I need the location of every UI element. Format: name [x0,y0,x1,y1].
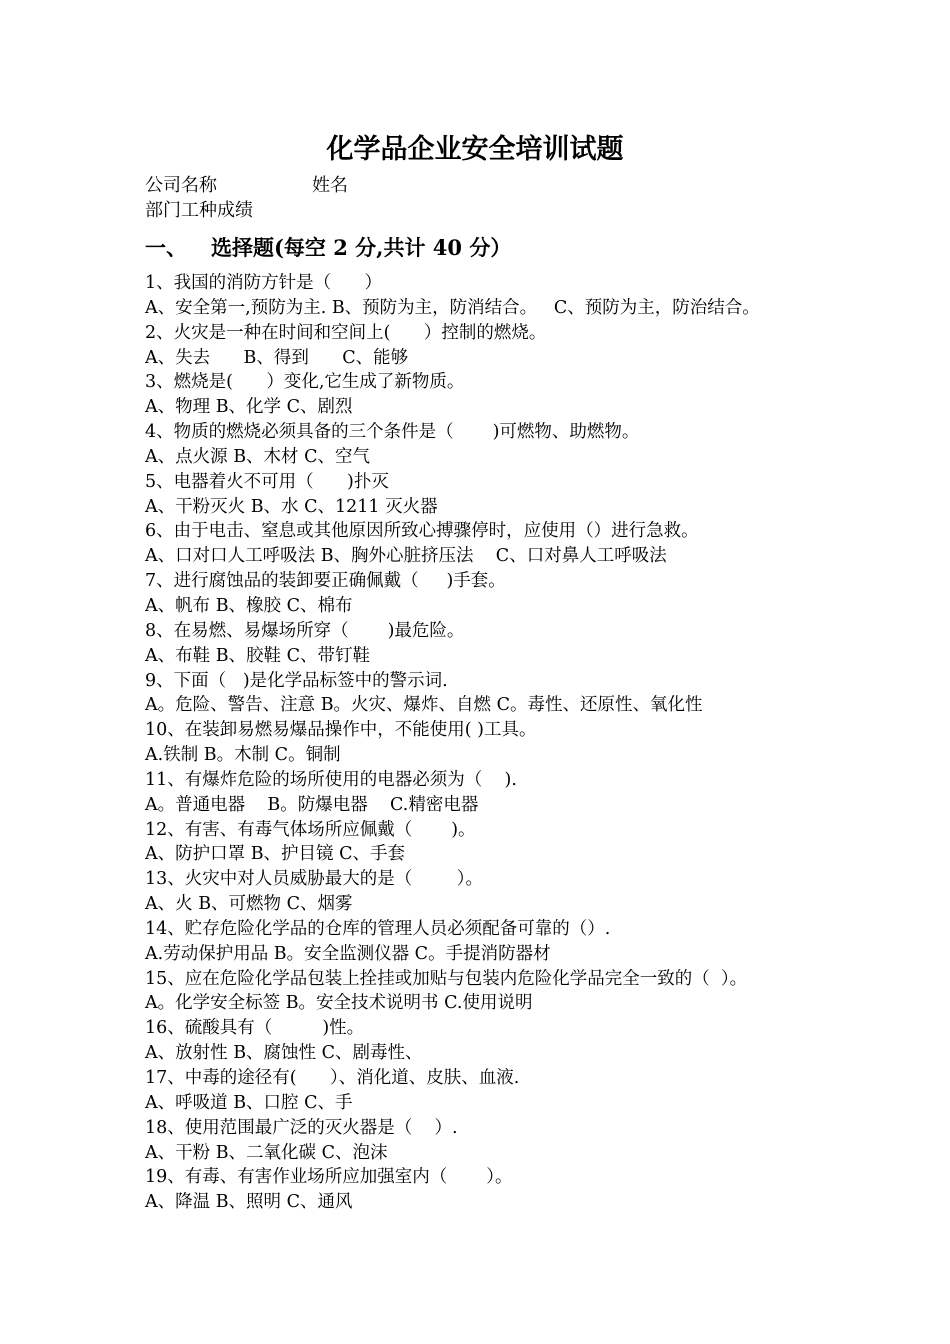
answer-options: A、口对口人工呼吸法 B、胸外心脏挤压法 C、口对鼻人工呼吸法 [145,546,667,567]
question-list [145,271,935,1215]
question-text: 7、进行腐蚀品的装卸要正确佩戴（ )手套。 [145,571,506,592]
question-text: 10、在装卸易燃易爆品操作中，不能使用( )工具。 [145,720,537,741]
question-text: 8、在易燃、易爆场所穿（ )最危险。 [145,620,465,641]
answer-options: A.铁制 B。木制 C。铜制 [145,745,341,766]
answer-options: A。危险、警告、注意 B。火灾、爆炸、自燃 C。毒性、还原性、氧化性 [145,695,703,716]
answer-options: A、火 B、可燃物 C、烟雾 [145,894,353,915]
answer-options: A、呼吸道 B、口腔 C、手 [145,1092,353,1113]
answer-options: A、点火源 B、木材 C、空气 [145,446,371,467]
question-text: 13、火灾中对人员威胁最大的是（ ）。 [145,869,484,890]
answer-options: A、物理 B、化学 C、剧烈 [145,397,353,418]
question-text: 9、下面（ )是化学品标签中的警示词. [145,670,448,691]
answer-options: A、干粉 B、二氧化碳 C、泡沫 [145,1142,388,1163]
document-title: 化学品企业安全培训试题 [326,134,624,165]
company-name-label: 公司名称 [145,175,217,196]
question-text: 15、应在危险化学品包装上拴挂或加贴与包装内危险化学品完全一致的（ ）。 [145,968,748,989]
question-text: 4、物质的燃烧必须具备的三个条件是（ )可燃物、助燃物。 [145,422,640,443]
question-text: 5、电器着火不可用（ )扑灭 [145,471,389,492]
answer-options: A、帆布 B、橡胶 C、棉布 [145,595,353,616]
section-title: 选择题(每空 2 分,共计 40 分） [211,235,512,260]
answer-options: A。普通电器 B。防爆电器 C.精密电器 [145,794,479,815]
question-text: 14、贮存危险化学品的仓库的管理人员必须配备可靠的（）. [145,918,611,939]
question-text: 17、中毒的途径有( ）、消化道、皮肤、血液. [145,1068,520,1088]
answer-options: A。化学安全标签 B。安全技术说明书 C.使用说明 [145,993,533,1014]
question-text: 3、燃烧是( ）变化,它生成了新物质。 [145,372,465,393]
answer-options: A、失去 B、得到 C、能够 [145,347,409,368]
department-row: 部门工种成绩 [145,200,253,221]
question-text: 2、火灾是一种在时间和空间上( ）控制的燃烧。 [145,322,547,343]
question-text: 11、有爆炸危险的场所使用的电器必须为（ ). [145,769,517,790]
answer-options: A、安全第一,预防为主. B、预防为主，防消结合。 C、预防为主，防治结合。 [145,297,760,318]
answer-options: A、布鞋 B、胶鞋 C、带钉鞋 [145,645,371,666]
answer-options: A、放射性 B、腐蚀性 C、剧毒性、 [145,1043,423,1064]
answer-options: A、降温 B、照明 C、通风 [145,1192,353,1213]
question-text: 16、硫酸具有（ )性。 [145,1018,365,1039]
question-text: 12、有害、有毒气体场所应佩戴（ )。 [145,819,476,840]
answer-options: A.劳动保护用品 B。安全监测仪器 C。手提消防器材 [145,943,551,964]
question-text: 18、使用范围最广泛的灭火器是（ ）. [145,1117,458,1138]
question-text: 1、我国的消防方针是（ ） [145,273,383,293]
answer-options: A、干粉灭火 B、水 C、1211 灭火器 [145,496,438,517]
answer-options: A、防护口罩 B、护目镜 C、手套 [145,844,406,865]
question-text: 6、由于电击、窒息或其他原因所致心搏骤停时，应使用（）进行急救。 [145,521,699,542]
company-name-row [145,174,348,198]
name-label: 姓名 [312,175,348,196]
question-text: 19、有毒、有害作业场所应加强室内（ ）。 [145,1167,513,1188]
section-heading [145,232,511,264]
section-number: 一、 [145,235,187,260]
